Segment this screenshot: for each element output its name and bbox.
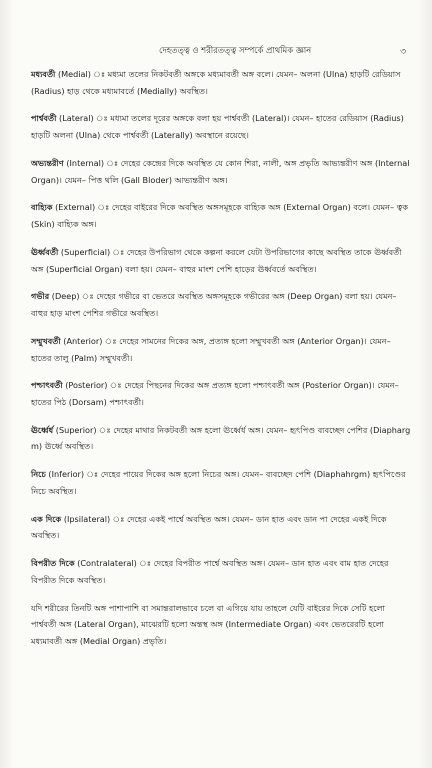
paragraph-text: (Ipsilateral) ঃ দেহের একই পার্শ্বে অবস্থিত অঙ্গ। যেমন– ডান হাত এবং ডান পা দেহের একই দিকে অবস্থিত। (31, 513, 387, 541)
paragraph-superior (31, 422, 412, 455)
term-heading: এক দিকে (31, 513, 62, 524)
term-heading: গভীর (31, 291, 50, 302)
paragraph-posterior (31, 377, 412, 410)
term-heading: পশ্চাৎবর্তী (31, 380, 63, 391)
paragraph-summary (31, 600, 412, 650)
paragraph-anterior (31, 333, 412, 366)
paragraph-text: যদি শরীরের তিনটি অঙ্গ পাশাপাশি বা সমান্তরালভাবে চলে বা এগিয়ে যায় তাহলে যেটি বাইরের দিকে সেটি হলো পার্শ্ববর্তী অঙ্গ (Lateral Organ), মাঝেরটি হলো অন্তস্থ অঙ্গ (Intermediate Organ) এবং ভেতরেরটি হলো মধ্যমাবর্তী অঙ্গ (Medial Organ) প্রভৃতি। (31, 602, 385, 646)
paragraph-text: (Superior) ঃ দেহের মাথার নিকটবর্তী অঙ্গ হলো ঊর্ধ্বের্ধ অঙ্গ। যেমন– হৃৎপিণ্ড ব্যবচ্ছেদ পেশির (Diapharg​m) ঊর্ধ্বে অবস্থিত। (31, 424, 411, 452)
paragraph-text: (Inferior) ঃ দেহের পায়ের দিকের অঙ্গ হলো নিচের অঙ্গ। যেমন– ব্যবচ্ছেদ পেশি (Diaphahrgm) হৃৎপিণ্ডের নিচে অবস্থিত। (31, 469, 406, 496)
paragraph-text: (Posterior) ঃ দেহের পিছনের দিকের অঙ্গ প্রত্যঙ্গ হলো পশ্চাৎবর্তী অঙ্গ (Posterior Organ)। যেমন– হাতের পিঠ (Dorsam) পশ্চাৎবর্তী। (31, 380, 399, 407)
running-header-title: দেহতত্ত্ব ও শরীরতত্ত্ব সম্পর্কে প্রাথমিক জ্ঞান (158, 45, 312, 55)
term-heading: পার্শ্ববর্তী (31, 113, 57, 124)
term-heading: সম্মুখবর্তী (31, 335, 61, 346)
paragraph-text: (Deep) ঃ দেহের গভীরে বা ভেতরে অবস্থিত অঙ্গসমূহকে গভীরের অঙ্গ (Deep Organ) বলা হয়। যেমন– বাহুর হাড় মাংশ পেশির গভীরে অবস্থিত। (31, 291, 397, 319)
term-heading: মধ্যবর্তী (31, 69, 56, 79)
page-header (30, 44, 406, 58)
page-number: ৩ (400, 46, 406, 57)
paragraph-ipsilateral (31, 511, 412, 544)
paragraph-external (31, 199, 412, 232)
page-body (31, 66, 412, 661)
paragraph-inferior (31, 466, 412, 499)
term-heading: অভ্যন্তরীণ (31, 157, 64, 168)
paragraph-text: (Internal) ঃ দেহের কেন্দ্রের দিকে অবস্থিত যে কোন শিরা, নালী, অঙ্গ প্রভৃতি আভ্যন্তরীণ অঙ্গ (Internal Organ)। যেমন– পিত্ত থলি (Gall Bloder) আভ্যন্তরীণ অঙ্গ। (31, 157, 410, 185)
term-heading: ঊর্ধ্বের্ধ (31, 424, 54, 435)
paragraph-medial (31, 66, 412, 99)
paragraph-text: (Lateral) ঃ মধ্যমা তলের দূরের অঙ্গকে বলা হয় পার্শ্ববর্তী (Lateral)। যেমন– হাতের রেডিয়াস (Radius) হাড়টি অলনা (Ulna) থেকে পার্শ্ববর্তী (Laterally) অবস্থানে রয়েছে। (31, 113, 404, 141)
paragraph-internal (31, 155, 412, 188)
term-heading: বাহ্যিক (31, 202, 53, 213)
paragraph-superficial (31, 244, 412, 277)
paragraph-text: (Superficial) ঃ দেহের উপরিভাগ থেকে কল্পনা করলে যেটা উপরিভাগের কাছে অবস্থিত তাকে ঊর্ধ্ববর্তী অঙ্গ (Superficial Organ) বলা হয়। যেমন– বাহুর মাংশ পেশি হাড়ের ঊর্ধ্ববর্তে অবস্থিত। (31, 246, 402, 274)
paragraph-text: (External) ঃ দেহের বাইরের দিকে অবস্থিত অঙ্গসমূহকে বাহ্যিক অঙ্গ (External Organ) বলে। যেমন– ত্বক (Skin) বাহ্যিক অঙ্গ। (31, 202, 409, 230)
term-heading: নিচে (31, 469, 46, 480)
paragraph-deep (31, 288, 412, 321)
paragraph-text: (Medial) ঃ মধ্যমা তলের নিকটবর্তী অঙ্গকে মধ্যমাবর্তী অঙ্গ বলে। যেমন– অলনা (Ulna) হাড়টি রেডিয়াস (Radius) হাড় থেকে মধ্যমাবর্তে (Medially) অবস্থিত। (31, 69, 401, 96)
term-heading: বিপরীত দিকে (31, 558, 75, 569)
term-heading: ঊর্ধ্ববর্তী (31, 246, 59, 257)
paragraph-contralateral (31, 555, 412, 588)
paragraph-text: (Anterior) ঃ দেহের সামনের দিকের অঙ্গ, প্রত্যঙ্গ হলো সম্মুখবর্তী অঙ্গ (Anterior Organ)। যেমন– হাতের তালু (Palm) সম্মুখবর্তী। (31, 335, 391, 363)
paragraph-text: (Contralateral) ঃ দেহের বিপরীত পার্শ্বে অবস্থিত অঙ্গ। যেমন– ডান হাত এবং বাম হাত দেহের বিপরীত দিকে অবস্থিত। (31, 558, 389, 585)
paragraph-lateral (31, 110, 412, 143)
